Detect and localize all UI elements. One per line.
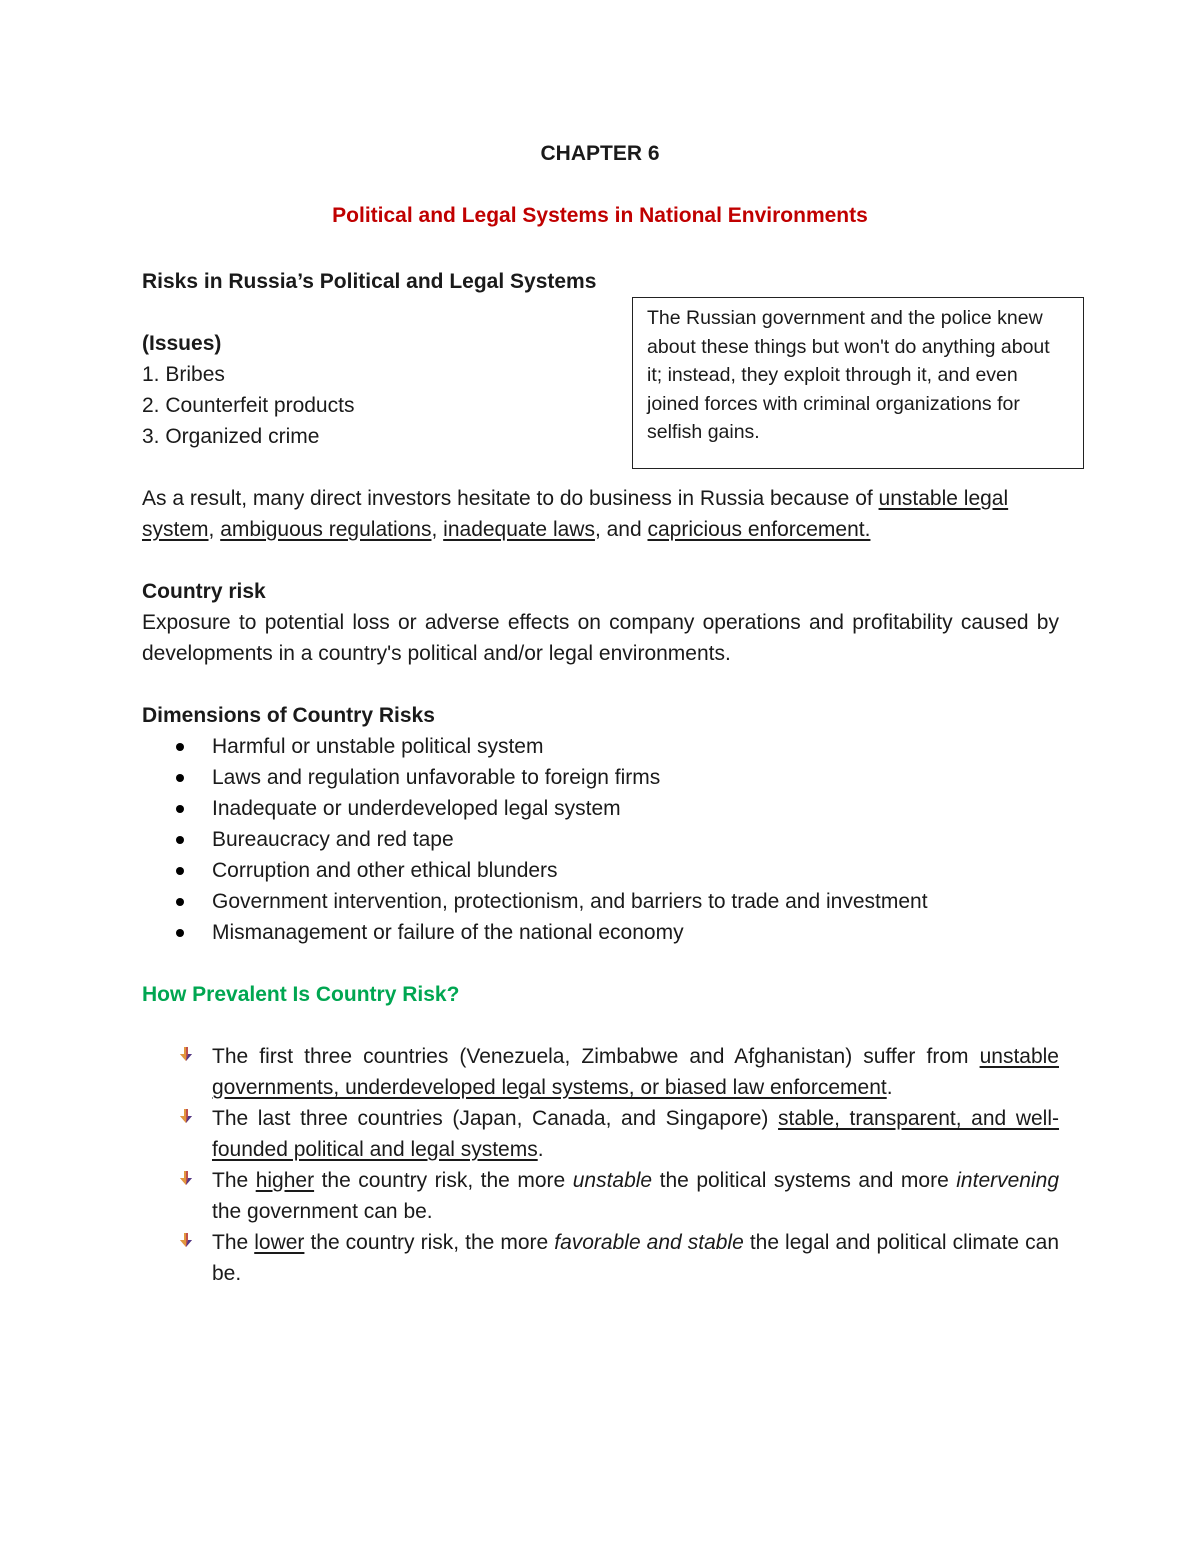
bullet-icon: [176, 867, 184, 875]
prevalence-heading: How Prevalent Is Country Risk?: [142, 983, 460, 1006]
text: The: [212, 1231, 255, 1254]
chapter-subtitle: Political and Legal Systems in National Environments: [332, 204, 868, 227]
bullet-icon: [176, 805, 184, 813]
list-item-text: Corruption and other ethical blunders: [212, 859, 558, 882]
issue-item: 2. Counterfeit products: [142, 394, 355, 417]
underline-text: stable, transparent, and well-founded political and legal systems: [212, 1107, 1060, 1161]
text: The: [212, 1169, 256, 1192]
issues-heading: (Issues): [142, 332, 222, 355]
list-item: [142, 762, 1059, 793]
bullet-icon: [176, 774, 184, 782]
underline-unstable-legal: unstable legal system: [142, 487, 1009, 541]
underline-text: lower: [254, 1231, 305, 1254]
text: the legal and political climate can be.: [212, 1231, 1060, 1285]
text: the country risk, the more: [314, 1169, 573, 1192]
list-item-text: Harmful or unstable political system: [212, 735, 544, 758]
issue-item: 1. Bribes: [142, 363, 225, 386]
country-risk-heading: Country risk: [142, 580, 266, 603]
list-item-text: Government intervention, protectionism, and barriers to trade and investment: [212, 890, 928, 913]
italic-text: intervening: [956, 1169, 1059, 1192]
list-item: [142, 1041, 1059, 1103]
list-item-text: Bureaucracy and red tape: [212, 828, 454, 851]
issues-list: [142, 359, 1059, 452]
separator: , and: [594, 518, 648, 541]
result-paragraph: [142, 483, 1059, 545]
result-intro: As a result, many direct investors hesitate to do business in Russia because of: [142, 487, 879, 510]
chapter-title: CHAPTER 6: [540, 142, 660, 165]
list-item: [142, 917, 1059, 948]
text: The last three countries (Japan, Canada, and Singapore): [212, 1107, 779, 1130]
underline-text: higher: [255, 1169, 315, 1192]
document-content: [142, 266, 1059, 1289]
dimensions-heading: Dimensions of Country Risks: [142, 704, 435, 727]
bullet-icon: [176, 898, 184, 906]
list-item: [142, 793, 1059, 824]
list-item: [142, 1103, 1059, 1165]
separator: ,: [208, 518, 221, 541]
issue-item: 3. Organized crime: [142, 425, 320, 448]
list-item: [142, 1165, 1059, 1227]
list-item-text: Laws and regulation unfavorable to foreign firms: [212, 766, 661, 789]
prevalence-list: [142, 1041, 1059, 1289]
bullet-icon: [176, 836, 184, 844]
section-heading-russia: Risks in Russia’s Political and Legal Systems: [142, 270, 597, 293]
separator: ,: [431, 518, 444, 541]
bullet-icon: [176, 929, 184, 937]
italic-text: unstable: [572, 1169, 653, 1192]
down-arrow-bullet-icon: [178, 1232, 194, 1248]
text: .: [537, 1138, 544, 1161]
down-arrow-bullet-icon: [178, 1108, 194, 1124]
list-item: [142, 886, 1059, 917]
down-arrow-bullet-icon: [178, 1170, 194, 1186]
text: the country risk, the more: [304, 1231, 555, 1254]
list-item-text: Inadequate or underdeveloped legal system: [212, 797, 621, 820]
callout-text: The Russian government and the police knew about these things but won't do anything about it; instead, they exploit through it, and even joined forces with criminal organizations for selfish gains.: [647, 307, 1050, 443]
text: the government can be.: [212, 1200, 433, 1223]
list-item: [142, 731, 1059, 762]
text: the political systems and more: [652, 1169, 957, 1192]
underline-inadequate: inadequate laws: [443, 518, 595, 541]
text: The first three countries (Venezuela, Zimbabwe and Afghanistan) suffer from: [212, 1045, 980, 1068]
country-risk-definition: Exposure to potential loss or adverse effects on company operations and profitability caused by developments in a country's political and/or legal environments.: [142, 611, 1059, 665]
list-item: [142, 1227, 1059, 1289]
underline-ambiguous: ambiguous regulations: [220, 518, 432, 541]
dimensions-list: [142, 731, 1059, 948]
bullet-icon: [176, 743, 184, 751]
italic-text: favorable and stable: [554, 1231, 744, 1254]
underline-text: unstable governments, underdeveloped legal systems, or biased law enforcement: [212, 1045, 1059, 1099]
list-item-text: Mismanagement or failure of the national economy: [212, 921, 684, 944]
text: .: [886, 1076, 893, 1099]
list-item: [142, 855, 1059, 886]
down-arrow-bullet-icon: [178, 1046, 194, 1062]
underline-capricious: capricious enforcement.: [647, 518, 871, 541]
list-item: [142, 824, 1059, 855]
